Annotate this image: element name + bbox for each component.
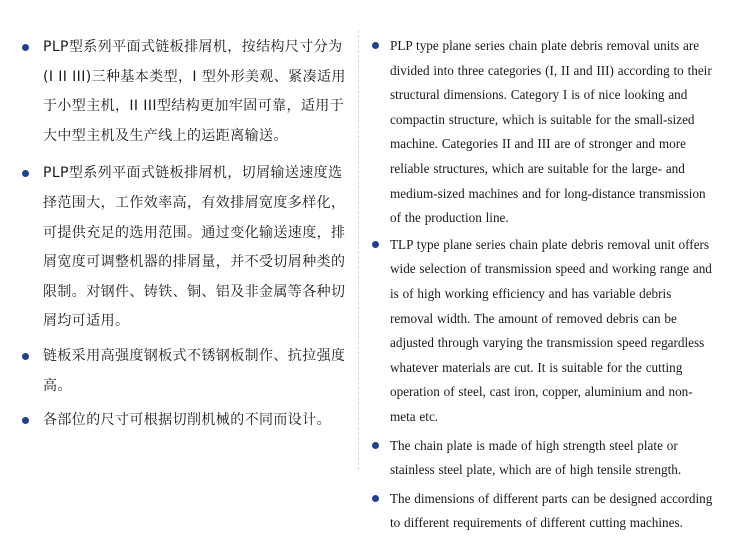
bullet-dot-icon xyxy=(22,353,29,360)
bullet-dot-icon xyxy=(372,442,379,449)
zh-item-text: 链板采用高强度钢板式不锈钢板制作、抗拉强度高。 xyxy=(43,347,346,394)
zh-list-item-1 xyxy=(22,33,352,151)
en-item-text: TLP type plane series chain plate debris removal unit offers wide selection of transmission speed and working range and is of high working efficiency and has variable debris removal width. The amount of removed debris can be adjusted through varying the transmission speed regardless whatever materials are cut. It is suitable for the cutting operation of steel, cast iron, copper, aluminium and non-meta etc. xyxy=(390,236,712,424)
bullet-dot-icon xyxy=(372,42,379,49)
zh-list-item-2 xyxy=(22,159,352,337)
zh-item-text: PLP型系列平面式链板排屑机，按结构尺寸分为(I II III)三种基本类型，I 型外形美观、紧凑适用于小型主机，II III型结构更加牢固可靠，适用于大中型主机及生产线上的运距离输送。 xyxy=(43,39,346,144)
en-item-text: PLP type plane series chain plate debris removal units are divided into three categories (I, II and III) according to their structural dimensions. Category I is of nice looking and compactin structure, which is suitable for the small-sized machine. Categories II and III are of stronger and more reliable structures, which are suitable for the large- and medium-sized machines and for long-distance transmission of the production line. xyxy=(390,38,712,226)
english-column xyxy=(368,34,713,536)
en-item-text: The chain plate is made of high strength steel plate or stainless steel plate, which are of high tensile strength. xyxy=(390,437,682,478)
bullet-dot-icon xyxy=(22,44,29,51)
zh-list-item-3 xyxy=(22,342,352,401)
bullet-dot-icon xyxy=(372,241,379,248)
zh-item-text: PLP型系列平面式链板排屑机，切屑输送速度选择范围大，工作效率高，有效排屑宽度多样化，可提供充足的选用范围。通过变化输送速度，排屑宽度可调整机器的排屑量，并不受切屑种类的限制。对钢件、铸铁、铜、铝及非金属等各种切屑均可适用。 xyxy=(43,165,346,330)
english-feature-list xyxy=(368,34,713,536)
zh-item-text: 各部位的尺寸可根据切削机械的不同而设计。 xyxy=(43,412,331,429)
bullet-dot-icon xyxy=(22,170,29,177)
bullet-dot-icon xyxy=(372,495,379,502)
en-list-item-3 xyxy=(368,434,713,483)
chinese-column xyxy=(22,33,352,436)
en-list-item-1 xyxy=(368,34,713,231)
column-divider xyxy=(358,30,359,470)
en-list-item-2 xyxy=(368,233,713,430)
chinese-feature-list xyxy=(22,33,352,436)
en-list-item-4 xyxy=(368,487,713,536)
en-item-text: The dimensions of different parts can be designed according to different requirements of different cutting machines. xyxy=(390,490,713,531)
bullet-dot-icon xyxy=(22,417,29,424)
zh-list-item-4 xyxy=(22,406,352,436)
